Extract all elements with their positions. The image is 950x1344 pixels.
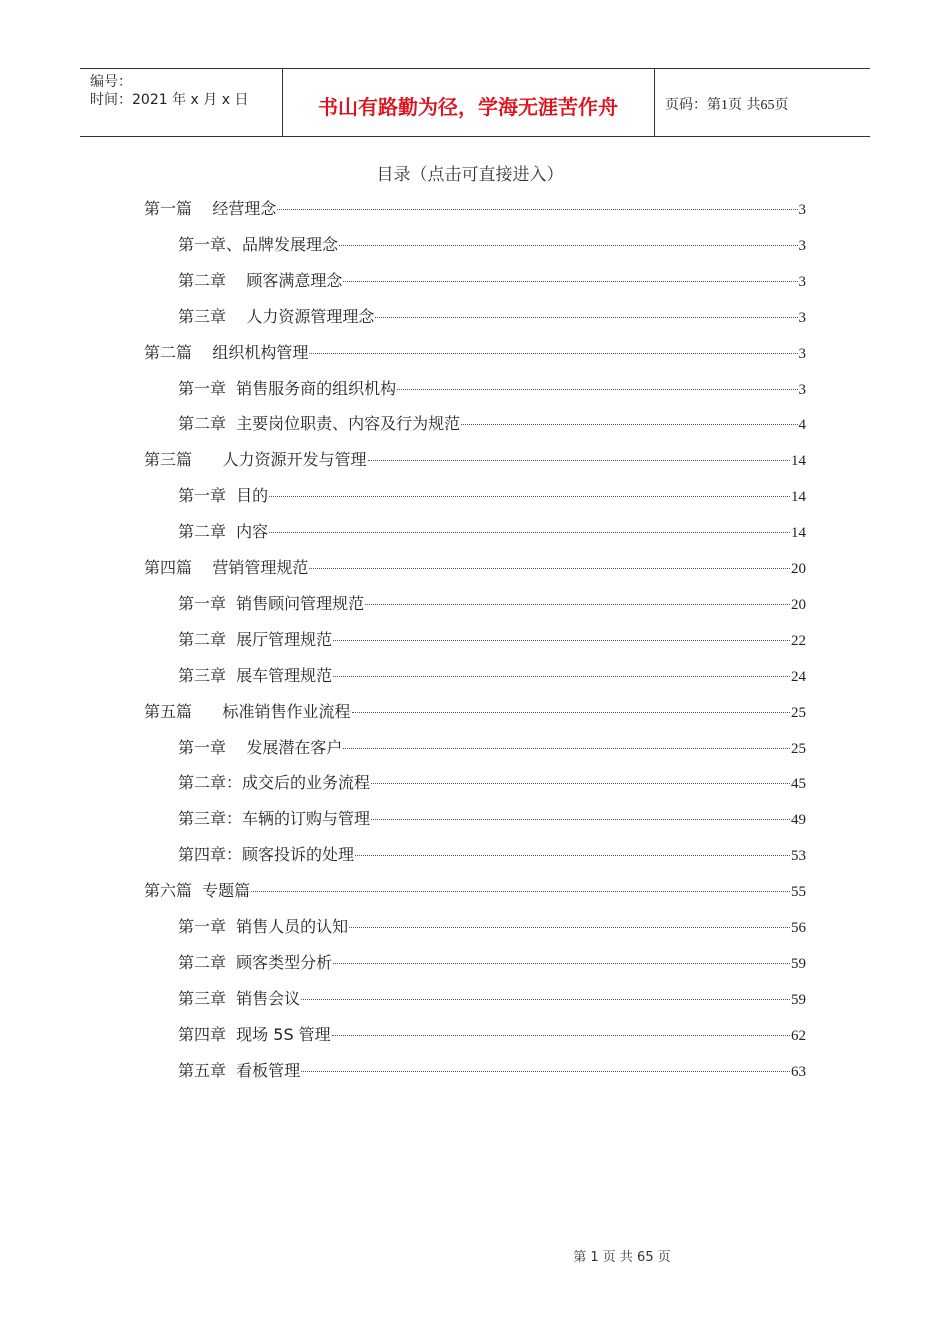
header-page-info xyxy=(665,94,788,114)
toc-entry-label: 第一章、品牌发展理念 xyxy=(178,234,339,254)
toc-page-number: 14 xyxy=(791,453,806,470)
toc-entry-label: 第四章：顾客投诉的处理 xyxy=(178,845,355,865)
toc-page-number: 3 xyxy=(798,345,806,362)
toc-entry-label: 第一章 销售服务商的组织机构 xyxy=(178,378,397,398)
toc-page-number: 62 xyxy=(791,1027,806,1044)
toc-entry-label: 第一章 销售顾问管理规范 xyxy=(178,593,365,613)
page-total: 65 xyxy=(760,98,775,113)
toc-entry-label: 第二章 顾客满意理念 xyxy=(178,270,343,290)
toc-entry-label: 第一章 发展潜在客户 xyxy=(178,737,343,757)
toc-page-number: 3 xyxy=(798,237,806,254)
toc-page-number: 59 xyxy=(791,955,806,972)
toc-dot-leader xyxy=(333,640,790,641)
toc-dot-leader xyxy=(461,424,797,425)
toc-entry-label: 第六篇 专题篇 xyxy=(144,881,251,901)
toc-part-entry[interactable] xyxy=(144,340,806,364)
toc-entry-label: 第四篇 营销管理规范 xyxy=(144,558,309,577)
toc-chapter-entry[interactable] xyxy=(178,519,806,543)
toc-page-number: 25 xyxy=(791,704,806,721)
toc-dot-leader xyxy=(365,604,790,605)
page-footer: 第 1 页 共 65 页 xyxy=(573,1250,671,1265)
toc-dot-leader xyxy=(301,999,790,1000)
toc-chapter-entry[interactable] xyxy=(178,914,806,938)
toc-dot-leader xyxy=(333,676,790,677)
page-suffix: 页 xyxy=(774,97,789,113)
toc-chapter-entry[interactable] xyxy=(178,232,806,256)
header-page-cell xyxy=(655,69,870,136)
toc-chapter-entry[interactable] xyxy=(178,411,806,435)
toc-entry-label: 第五篇 标准销售作业流程 xyxy=(144,701,351,721)
toc-page-number: 3 xyxy=(798,381,806,398)
toc-dot-leader xyxy=(309,568,790,569)
toc-entry-label: 第三章 人力资源管理理念 xyxy=(178,306,375,326)
toc-dot-leader xyxy=(309,353,797,354)
toc-part-entry[interactable] xyxy=(144,555,806,579)
toc-chapter-entry[interactable] xyxy=(178,770,806,794)
toc-page-number: 20 xyxy=(791,596,806,613)
document-header xyxy=(80,68,870,137)
toc-dot-leader xyxy=(332,1035,790,1036)
toc-chapter-entry[interactable] xyxy=(178,591,806,615)
toc-entry-label: 第四章 现场 5S 管理 xyxy=(178,1024,331,1044)
toc-page-number: 3 xyxy=(798,309,806,326)
toc-chapter-entry[interactable] xyxy=(178,842,806,866)
toc-part-entry[interactable] xyxy=(144,447,806,471)
toc-dot-leader xyxy=(355,855,790,856)
toc-entry-label: 第一章 销售人员的认知 xyxy=(178,917,349,936)
toc-chapter-entry[interactable] xyxy=(178,1022,806,1046)
toc-dot-leader xyxy=(352,712,790,713)
toc-part-entry[interactable] xyxy=(144,699,806,723)
toc-entry-label: 第五章 看板管理 xyxy=(178,1060,301,1080)
toc-page-number: 4 xyxy=(798,417,806,434)
toc-dot-leader xyxy=(343,281,797,282)
toc-entry-label: 第二章：成交后的业务流程 xyxy=(178,773,371,793)
toc-page-number: 49 xyxy=(791,812,806,829)
toc-page-number: 14 xyxy=(791,525,806,542)
toc-dot-leader xyxy=(269,496,790,497)
toc-entry-label: 第三章 销售会议 xyxy=(178,988,301,1008)
toc-page-number: 55 xyxy=(791,884,806,901)
toc-page-number: 22 xyxy=(791,632,806,649)
toc-page-number: 3 xyxy=(798,273,806,290)
toc-entry-label: 第三篇 人力资源开发与管理 xyxy=(144,450,367,470)
toc-entry-label: 第三章 展车管理规范 xyxy=(178,665,333,685)
toc-chapter-entry[interactable] xyxy=(178,735,806,759)
toc-entry-label: 第三章：车辆的订购与管理 xyxy=(178,809,371,829)
toc-entry-label: 第一篇 经营理念 xyxy=(144,199,277,218)
toc-page-number: 63 xyxy=(791,1063,806,1080)
toc-page-number: 25 xyxy=(791,740,806,757)
toc-chapter-entry[interactable] xyxy=(178,663,806,687)
toc-page-number: 53 xyxy=(791,848,806,865)
motto-text: 书山有路勤为径，学海无涯苦作舟 xyxy=(318,95,618,119)
toc-title: 目录（点击可直接进入） xyxy=(376,165,564,185)
toc-chapter-entry[interactable] xyxy=(178,950,806,974)
toc-dot-leader xyxy=(349,927,790,928)
page-current: 1 xyxy=(721,98,728,113)
toc-chapter-entry[interactable] xyxy=(178,304,806,328)
toc-entry-label: 第二篇 组织机构管理 xyxy=(144,342,309,362)
toc-page-number: 14 xyxy=(791,489,806,506)
toc-dot-leader xyxy=(371,783,790,784)
toc-dot-leader xyxy=(269,532,790,533)
serial-label: 编号： xyxy=(90,74,132,90)
toc-dot-leader xyxy=(343,748,790,749)
toc-chapter-entry[interactable] xyxy=(178,376,806,400)
toc-entry-label: 第二章 主要岗位职责、内容及行为规范 xyxy=(178,414,461,434)
toc-dot-leader xyxy=(375,317,797,318)
toc-dot-leader xyxy=(277,209,797,210)
date-label: 时间：2021 年 x 月 x 日 xyxy=(90,92,249,108)
toc-dot-leader xyxy=(301,1071,790,1072)
toc-chapter-entry[interactable] xyxy=(178,483,806,507)
toc-dot-leader xyxy=(339,245,797,246)
toc-dot-leader xyxy=(397,389,797,390)
toc-entry-label: 第二章 展厅管理规范 xyxy=(178,629,333,649)
toc-page-number: 3 xyxy=(798,202,806,218)
toc-chapter-entry[interactable] xyxy=(178,806,806,830)
page-prefix: 页码：第 xyxy=(665,97,721,113)
toc-dot-leader xyxy=(333,963,790,964)
toc-dot-leader xyxy=(371,819,790,820)
page-mid: 页 共 xyxy=(728,97,761,113)
toc-entry-label: 第一章 目的 xyxy=(178,486,269,506)
header-meta-cell xyxy=(80,69,283,136)
toc-page-number: 59 xyxy=(791,991,806,1008)
header-motto-cell xyxy=(282,69,655,136)
toc-chapter-entry[interactable] xyxy=(178,627,806,651)
toc-entry-label: 第二章 顾客类型分析 xyxy=(178,952,333,972)
toc-page-number: 20 xyxy=(791,561,806,577)
toc-part-entry[interactable] xyxy=(144,878,806,902)
toc-page-number: 45 xyxy=(791,776,806,793)
toc-page-number: 24 xyxy=(791,668,806,685)
toc-entry-label: 第二章 内容 xyxy=(178,522,269,542)
toc-part-entry[interactable] xyxy=(144,196,806,220)
toc-chapter-entry[interactable] xyxy=(178,1058,806,1082)
toc-chapter-entry[interactable] xyxy=(178,268,806,292)
toc-chapter-entry[interactable] xyxy=(178,986,806,1010)
toc-dot-leader xyxy=(368,460,790,461)
toc-page-number: 56 xyxy=(791,920,806,936)
toc-dot-leader xyxy=(251,891,790,892)
